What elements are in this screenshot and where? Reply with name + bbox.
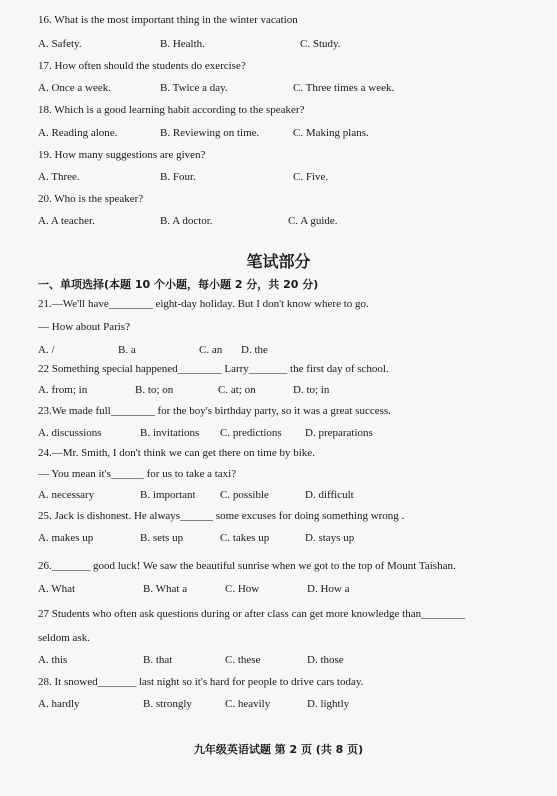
question-19: 19. How many suggestions are given? xyxy=(38,149,206,161)
q26-option-a: A. What xyxy=(38,583,76,595)
q18-option-c: C. Making plans. xyxy=(293,127,369,139)
question-16: 16. What is the most important thing in the winter vacation xyxy=(38,14,298,26)
q28-option-a: A. hardly xyxy=(38,698,80,710)
q21-option-d: D. the xyxy=(241,344,268,356)
question-24-line-1: 24.—Mr. Smith, I don't think we can get there on time by bike. xyxy=(38,447,315,459)
page-footer: 九年级英语试题 第 2 页 (共 8 页) xyxy=(193,743,364,756)
q22-option-b: B. to; on xyxy=(135,384,174,396)
section-title: 一、单项选择(本题 10 个小题，每小题 2 分，共 20 分) xyxy=(38,278,319,291)
q21-option-c: C. an xyxy=(199,344,223,356)
q23-option-b: B. invitations xyxy=(140,427,200,439)
question-26: 26._______ good luck! We saw the beautiful sunrise when we got to the top of Mount Taishan. xyxy=(38,560,456,572)
q20-option-a: A. A teacher. xyxy=(38,215,95,227)
q23-option-d: D. preparations xyxy=(305,427,373,439)
q18-option-b: B. Reviewing on time. xyxy=(160,127,260,139)
q20-option-c: C. A guide. xyxy=(288,215,338,227)
question-27-line-1: 27 Students who often ask questions during or after class can get more knowledge than________ xyxy=(38,608,466,620)
q27-option-b: B. that xyxy=(143,654,173,666)
q19-option-b: B. Four. xyxy=(160,171,196,183)
question-18: 18. Which is a good learning habit according to the speaker? xyxy=(38,104,305,116)
q25-option-c: C. takes up xyxy=(220,532,270,544)
q24-option-d: D. difficult xyxy=(305,489,354,501)
q27-option-d: D. those xyxy=(307,654,344,666)
question-28: 28. It snowed_______ last night so it's hard for people to drive cars today. xyxy=(38,676,364,688)
q19-option-a: A. Three. xyxy=(38,171,80,183)
q23-option-a: A. discussions xyxy=(38,427,102,439)
question-20: 20. Who is the speaker? xyxy=(38,193,144,205)
q24-option-c: C. possible xyxy=(220,489,269,501)
q25-option-b: B. sets up xyxy=(140,532,184,544)
q26-option-b: B. What a xyxy=(143,583,188,595)
q22-option-c: C. at; on xyxy=(218,384,256,396)
q17-option-c: C. Three times a week. xyxy=(293,82,395,94)
q21-option-a: A. / xyxy=(38,344,55,356)
q22-option-a: A. from; in xyxy=(38,384,88,396)
question-17: 17. How often should the students do exercise? xyxy=(38,60,246,72)
q24-option-b: B. important xyxy=(140,489,196,501)
question-21-line-2: — How about Paris? xyxy=(38,321,130,333)
q25-option-d: D. stays up xyxy=(305,532,355,544)
q20-option-b: B. A doctor. xyxy=(160,215,213,227)
q17-option-b: B. Twice a day. xyxy=(160,82,228,94)
q27-option-c: C. these xyxy=(225,654,261,666)
question-24-line-2: — You mean it's______ for us to take a taxi? xyxy=(38,468,237,480)
q21-option-b: B. a xyxy=(118,344,136,356)
q26-option-d: D. How a xyxy=(307,583,350,595)
q26-option-c: C. How xyxy=(225,583,260,595)
question-22: 22 Something special happened________ Larry_______ the first day of school. xyxy=(38,363,389,375)
question-21-line-1: 21.—We'll have________ eight-day holiday. But I don't know where to go. xyxy=(38,298,369,310)
q19-option-c: C. Five. xyxy=(293,171,329,183)
question-25: 25. Jack is dishonest. He always______ some excuses for doing something wrong . xyxy=(38,510,405,522)
q16-option-a: A. Safety. xyxy=(38,38,82,50)
q27-option-a: A. this xyxy=(38,654,68,666)
q22-option-d: D. to; in xyxy=(293,384,330,396)
q17-option-a: A. Once a week. xyxy=(38,82,111,94)
q28-option-b: B. strongly xyxy=(143,698,192,710)
q28-option-c: C. heavily xyxy=(225,698,271,710)
q16-option-c: C. Study. xyxy=(300,38,341,50)
q23-option-c: C. predictions xyxy=(220,427,282,439)
question-23: 23.We made full________ for the boy's birthday party, so it was a great success. xyxy=(38,405,391,417)
q18-option-a: A. Reading alone. xyxy=(38,127,118,139)
q28-option-d: D. lightly xyxy=(307,698,350,710)
question-27-line-2: seldom ask. xyxy=(38,632,90,644)
q25-option-a: A. makes up xyxy=(38,532,94,544)
q24-option-a: A. necessary xyxy=(38,489,95,501)
q16-option-b: B. Health. xyxy=(160,38,205,50)
written-heading: 笔试部分 xyxy=(246,252,311,271)
